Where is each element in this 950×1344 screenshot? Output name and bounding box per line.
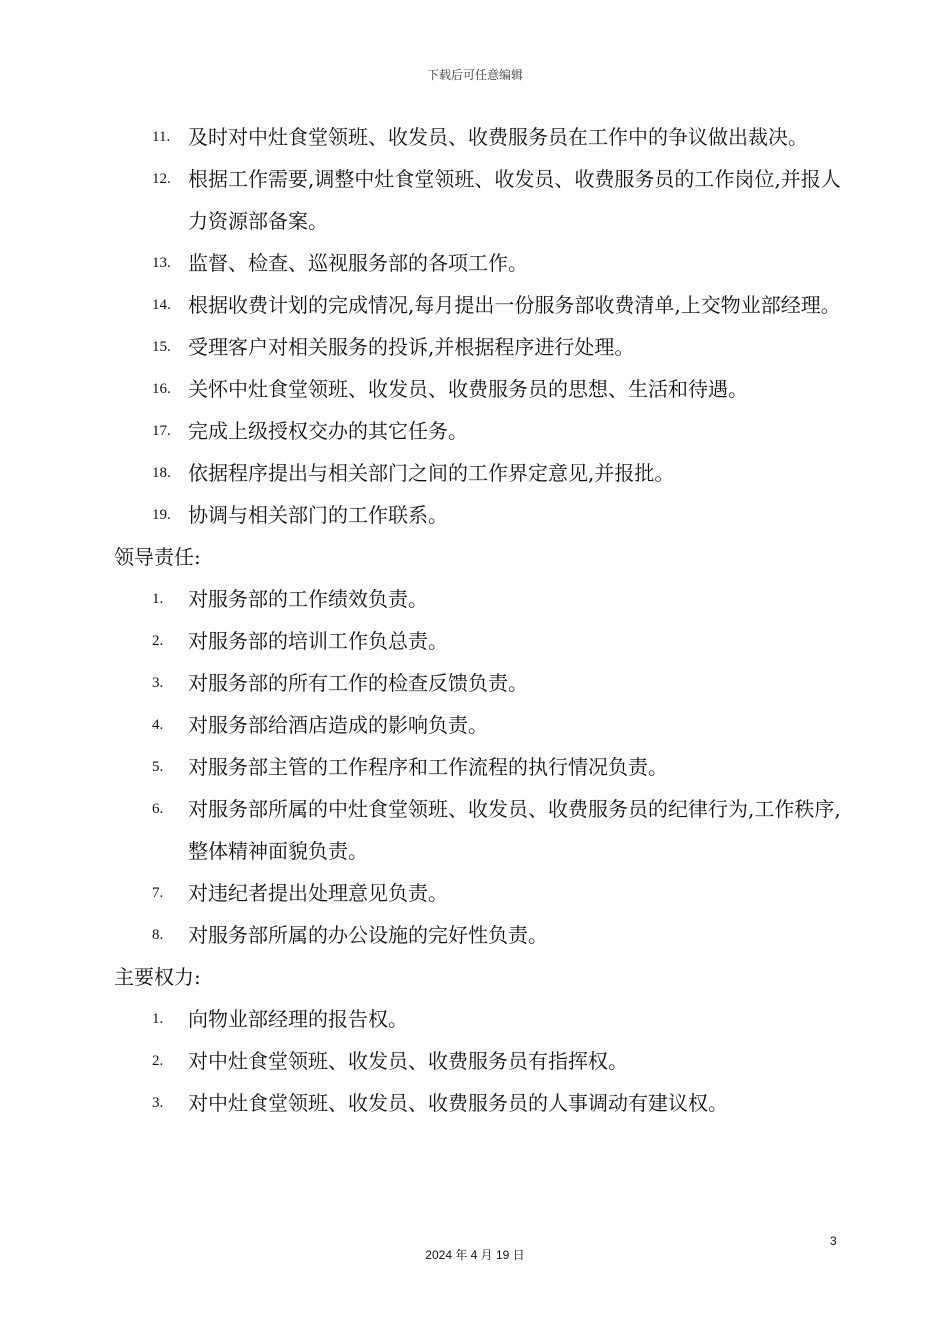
list-item-number: 5. bbox=[152, 759, 164, 775]
list-item bbox=[114, 914, 854, 956]
list-item-number: 1. bbox=[152, 591, 164, 607]
powers-heading: 主要权力: bbox=[114, 965, 201, 989]
list-item bbox=[114, 242, 854, 284]
list-item-number: 18. bbox=[152, 465, 171, 481]
footer-date: 2024 年 4 月 19 日 bbox=[425, 1248, 525, 1262]
list-item bbox=[114, 1040, 854, 1082]
document-body bbox=[114, 116, 854, 1124]
list-item-text: 根据收费计划的完成情况,每月提出一份服务部收费清单,上交物业部经理。 bbox=[188, 293, 841, 317]
list-item bbox=[114, 578, 854, 620]
list-item-text: 受理客户对相关服务的投诉,并根据程序进行处理。 bbox=[188, 335, 635, 359]
leadership-heading: 领导责任: bbox=[114, 545, 201, 569]
list-item bbox=[114, 368, 854, 410]
list-item-number: 19. bbox=[152, 507, 171, 523]
list-item bbox=[114, 1082, 854, 1124]
list-item-text: 向物业部经理的报告权。 bbox=[188, 1007, 408, 1031]
list-item-number: 15. bbox=[152, 339, 171, 355]
list-item-text: 对中灶食堂领班、收发员、收费服务员的人事调动有建议权。 bbox=[188, 1091, 728, 1115]
list-item-text: 对服务部的工作绩效负责。 bbox=[188, 587, 428, 611]
list-item-number: 16. bbox=[152, 381, 171, 397]
list-item-text: 对服务部的培训工作负总责。 bbox=[188, 629, 448, 653]
list-item-text: 对服务部所属的中灶食堂领班、收发员、收费服务员的纪律行为,工作秩序,整体精神面貌负责。 bbox=[188, 797, 841, 863]
list-item bbox=[114, 620, 854, 662]
list-item bbox=[114, 158, 854, 242]
list-item-number: 14. bbox=[152, 297, 171, 313]
list-item-text: 对服务部给酒店造成的影响负责。 bbox=[188, 713, 488, 737]
powers-list bbox=[114, 998, 854, 1124]
list-item bbox=[114, 662, 854, 704]
list-item bbox=[114, 704, 854, 746]
leadership-list bbox=[114, 578, 854, 956]
list-item-number: 3. bbox=[152, 675, 164, 691]
list-item-number: 2. bbox=[152, 1053, 164, 1069]
list-item bbox=[114, 410, 854, 452]
list-item-text: 完成上级授权交办的其它任务。 bbox=[188, 419, 468, 443]
list-item-number: 17. bbox=[152, 423, 171, 439]
list-item bbox=[114, 284, 854, 326]
list-item-number: 8. bbox=[152, 927, 164, 943]
list-item bbox=[114, 872, 854, 914]
list-item bbox=[114, 494, 854, 536]
list-item-text: 及时对中灶食堂领班、收发员、收费服务员在工作中的争议做出裁决。 bbox=[188, 125, 808, 149]
list-item bbox=[114, 452, 854, 494]
list-item bbox=[114, 998, 854, 1040]
list-item-text: 根据工作需要,调整中灶食堂领班、收发员、收费服务员的工作岗位,并报人力资源部备案。 bbox=[188, 167, 841, 233]
list-item-number: 7. bbox=[152, 885, 164, 901]
list-item-number: 2. bbox=[152, 633, 164, 649]
list-item bbox=[114, 116, 854, 158]
list-item-text: 关怀中灶食堂领班、收发员、收费服务员的思想、生活和待遇。 bbox=[188, 377, 748, 401]
list-item-text: 依据程序提出与相关部门之间的工作界定意见,并报批。 bbox=[188, 461, 675, 485]
list-item-number: 6. bbox=[152, 801, 164, 817]
list-item bbox=[114, 746, 854, 788]
list-item-number: 3. bbox=[152, 1095, 164, 1111]
list-item-number: 11. bbox=[152, 129, 171, 145]
list-item-text: 对中灶食堂领班、收发员、收费服务员有指挥权。 bbox=[188, 1049, 628, 1073]
list-item-number: 12. bbox=[152, 171, 171, 187]
responsibilities-list bbox=[114, 116, 854, 536]
list-item-number: 13. bbox=[152, 255, 171, 271]
page-header: 下载后可任意编辑 bbox=[426, 68, 523, 82]
list-item-number: 4. bbox=[152, 717, 164, 733]
list-item-text: 协调与相关部门的工作联系。 bbox=[188, 503, 448, 527]
list-item-text: 对服务部的所有工作的检查反馈负责。 bbox=[188, 671, 528, 695]
page-number: 3 bbox=[830, 1234, 837, 1248]
list-item-text: 对服务部主管的工作程序和工作流程的执行情况负责。 bbox=[188, 755, 668, 779]
list-item-text: 对违纪者提出处理意见负责。 bbox=[188, 881, 448, 905]
list-item bbox=[114, 788, 854, 872]
list-item-number: 1. bbox=[152, 1011, 164, 1027]
list-item-text: 对服务部所属的办公设施的完好性负责。 bbox=[188, 923, 548, 947]
list-item bbox=[114, 326, 854, 368]
list-item-text: 监督、检查、巡视服务部的各项工作。 bbox=[188, 251, 528, 275]
